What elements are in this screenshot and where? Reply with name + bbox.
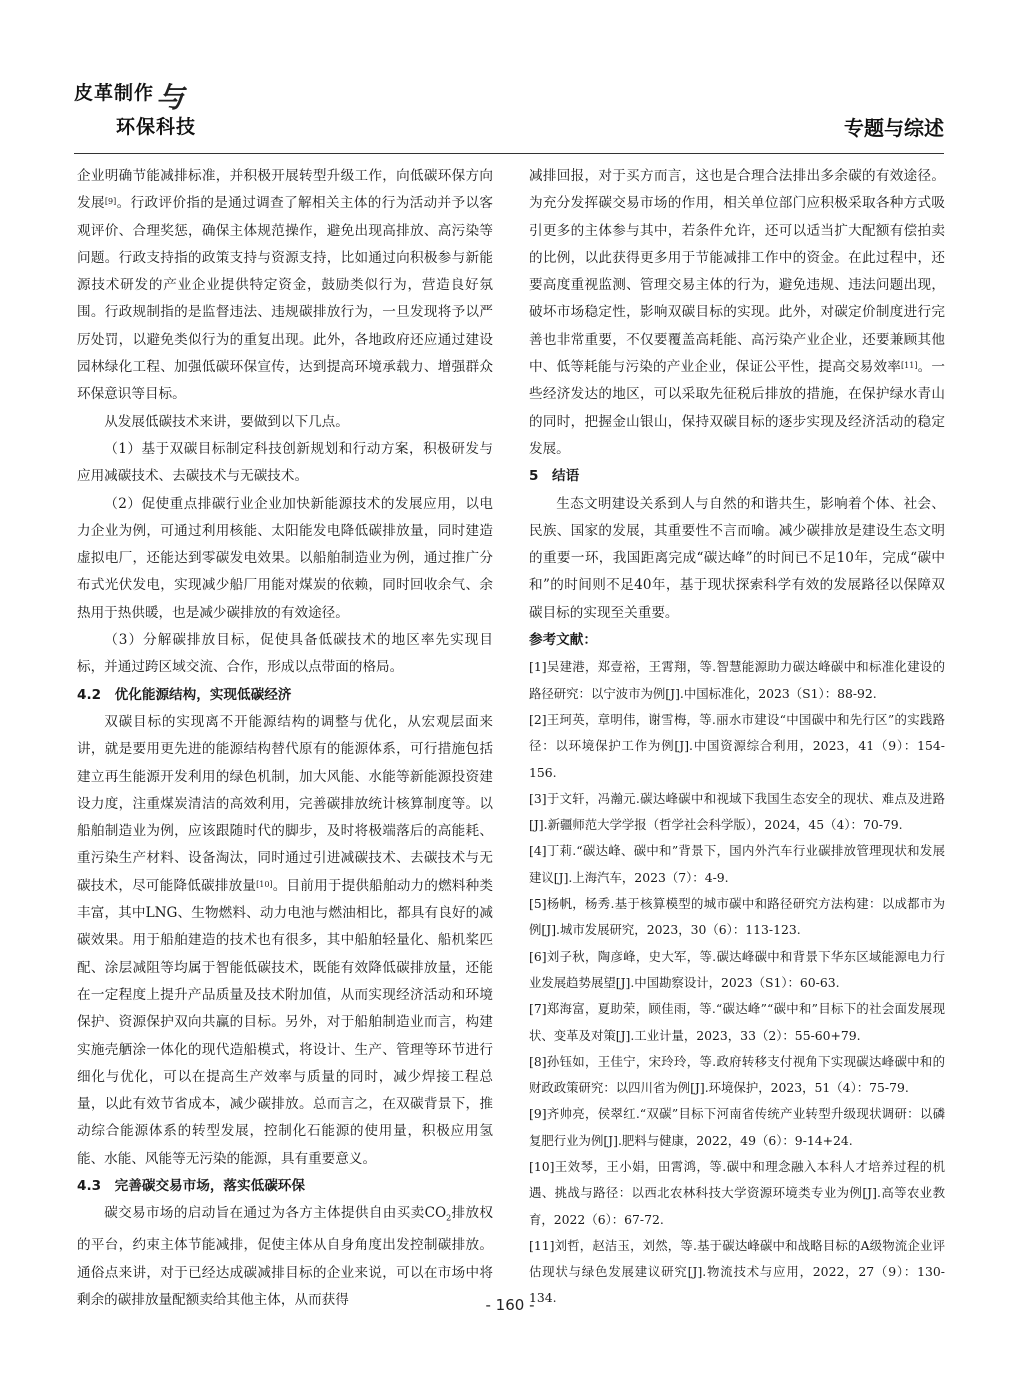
citation: [10] bbox=[256, 879, 273, 889]
citation: [11] bbox=[901, 361, 918, 371]
references-label: 参考文献： bbox=[529, 632, 597, 649]
citation: [9] bbox=[104, 197, 117, 207]
section-heading-5: 5 结语 bbox=[529, 468, 580, 485]
paragraph: 从发展低碳技术来讲，要做到以下几点。 bbox=[104, 413, 349, 430]
paragraph: 双碳目标的实现离不开能源结构的调整与优化，从宏观层面来讲，就是要用更先进的能源结构替代原有的能源体系，可行措施包括建立再生能源开发利用的绿色机制，加大风能、水能等新能源投资建设力度，注重煤炭清洁的高效利用，完善碳排放统计核算制度等。以船舶制造业为例，应该跟随时代的脚步，及时将极端落后的高能耗、重污染生产材料、设备淘汰，同时通过引进减碳技术、去碳技术与无碳技术，尽可能降低碳排放量[10]。目前用于提供船舶动力的燃料种类丰富，其中LNG、生物燃料、动力电池与燃油相比，都具有良好的减碳效果。用于船舶建造的技术也有很多，其中船舶轻量化、船机桨匹配、涂层减阻等均属于智能低碳技术，既能有效降低碳排放量，还能在一定程度上提升产品质量及技术附加值，从而实现经济活动和环境保护、资源保护双向共赢的目标。另外，对于船舶制造业而言，构建实施壳舾涂一体化的现代造船模式，将设计、生产、管理等环节进行细化与优化，可以在提高生产效率与质量的同时，减少焊接工程总量，以此有效节省成本，减少碳排放。总而言之，在双碳背景下，推动综合能源体系的转型发展，控制化石能源的使用量，积极应用氢能、水能、风能等无污染的能源，具有重要意义。 bbox=[77, 713, 494, 1167]
header-rule bbox=[74, 153, 944, 154]
paragraph: （2）促使重点排碳行业企业加快新能源技术的发展应用，以电力企业为例，可通过利用核能、太阳能发电降低碳排放量，同时建造虚拟电厂，还能达到零碳发电效果。以船舶制造业为例，通过推广分布式光伏发电，实现减少船厂用能对煤炭的依赖，同时回收余气、余热用于热供暖，也是减少碳排放的有效途径。 bbox=[77, 495, 493, 621]
reference-item: [11]刘哲，赵洁玉，刘然，等.基于碳达峰碳中和战略目标的A级物流企业评估现状与绿色发展建议研究[J].物流技术与应用，2022，27（9）：130-134. bbox=[529, 1237, 945, 1306]
reference-item: [1]吴建港，郑壹裕，王霄翔，等.智慧能源助力碳达峰碳中和标准化建设的路径研究：以宁波市为例[J].中国标准化，2023（S1）：88-92. bbox=[529, 659, 945, 701]
paragraph: 减排回报，对于买方而言，这也是合理合法排出多余碳的有效途径。为充分发挥碳交易市场的作用，相关单位部门应积极采取各种方式吸引更多的主体参与其中，若条件允许，还可以适当扩大配额有偿拍卖的比例，以此获得更多用于节能减排工作中的资金。在此过程中，还要高度重视监测、管理交易主体的行为，避免违规、违法问题出现，破坏市场稳定性，影响双碳目标的实现。此外，对碳定价制度进行完善也非常重要，不仅要覆盖高耗能、高污染产业企业，还要兼顾其他中、低等耗能与污染的产业企业，保证公平性，提高交易效率[11]。一些经济发达的地区，可以采取先征税后排放的措施，在保护绿水青山的同时，把握金山银山，保持双碳目标的逐步实现及经济活动的稳定发展。 bbox=[529, 168, 946, 457]
paragraph: （1）基于双碳目标制定科技创新规划和行动方案，积极研发与应用减碳技术、去碳技术与无碳技术。 bbox=[77, 440, 493, 485]
reference-item: [4]丁莉.“碳达峰、碳中和”背景下，国内外汽车行业碳排放管理现状和发展建议[J].上海汽车，2023（7）：4-9. bbox=[529, 843, 945, 885]
section-title: 专题与综述 bbox=[844, 116, 944, 140]
journal-name-line1: 皮革制作 bbox=[74, 82, 155, 104]
reference-item: [9]齐帅亮，侯翠红.“双碳”目标下河南省传统产业转型升级现状调研：以磷复肥行业为例[J].肥料与健康，2022，49（6）：9-14+24. bbox=[529, 1106, 945, 1148]
reference-item: [2]王珂英，章明伟，谢雪梅，等.丽水市建设“中国碳中和先行区”的实践路径：以环境保护工作为例[J].中国资源综合利用，2023，41（9）：154-156. bbox=[529, 711, 945, 780]
reference-item: [10]王效琴，王小娟，田霄鸿，等.碳中和理念融入本科人才培养过程的机遇、挑战与路径：以西北农林科技大学资源环境类专业为例[J].高等农业教育，2022（6）：67-72. bbox=[529, 1158, 945, 1227]
journal-name-line2: 环保科技 bbox=[116, 116, 197, 138]
left-column bbox=[77, 163, 493, 1314]
paragraph: 生态文明建设关系到人与自然的和谐共生，影响着个体、社会、民族、国家的发展，其重要性不言而喻。减少碳排放是建设生态文明的重要一环，我国距离完成“碳达峰”的时间已不足10年，完成“碳中和”的时间则不足40年，基于现状探索科学有效的发展路径以保障双碳目标的实现至关重要。 bbox=[529, 495, 945, 621]
reference-item: [8]孙钰如，王佳宁，宋玲玲，等.政府转移支付视角下实现碳达峰碳中和的财政政策研究：以四川省为例[J].环境保护，2023，51（4）：75-79. bbox=[529, 1053, 945, 1096]
paragraph: 碳交易市场的启动旨在通过为各方主体提供自由买卖$CO_2$排放权的平台，约束主体节能减排，促使主体从自身角度出发控制碳排放。通俗点来讲，对于已经达成碳减排目标的企业来说，可以在市场中将剩余的碳排放量配额卖给其他主体，从而获得 bbox=[77, 1205, 494, 1308]
reference-item: [5]杨帆，杨秀.基于核算模型的城市碳中和路径研究方法构建：以成都市为例[J].城市发展研究，2023，30（6）：113-123. bbox=[529, 896, 945, 938]
journal-logo-mark: 与 bbox=[156, 81, 185, 114]
right-column bbox=[529, 163, 945, 1312]
section-heading-4-2: 4.2 优化能源结构，实现低碳经济 bbox=[77, 686, 292, 703]
reference-item: [6]刘子秋，陶彦峰，史大军，等.碳达峰碳中和背景下华东区域能源电力行业发展趋势展望[J].中国勘察设计，2023（S1）：60-63. bbox=[529, 948, 945, 990]
reference-item: [7]郑海富，夏助荣，顾佳雨，等.“碳达峰”“碳中和”目标下的社会面发展现状、变革及对策[J].工业计量，2023，33（2）：55-60+79. bbox=[529, 1001, 945, 1043]
paragraph: （3）分解碳排放目标，促使具备低碳技术的地区率先实现目标，并通过跨区域交流、合作，形成以点带面的格局。 bbox=[77, 632, 493, 676]
reference-item: [3]于文轩，冯瀚元.碳达峰碳中和视域下我国生态安全的现状、难点及进路[J].新疆师范大学学报（哲学社会科学版），2024，45（4）：70-79. bbox=[529, 790, 945, 833]
page-number: - 160 - bbox=[485, 1296, 535, 1314]
section-heading-4-3: 4.3 完善碳交易市场，落实低碳环保 bbox=[77, 1177, 305, 1194]
paragraph: 企业明确节能减排标准，并积极开展转型升级工作，向低碳环保方向发展[9]。行政评价指的是通过调查了解相关主体的行为活动并予以客观评价、合理奖惩，确保主体规范操作，避免出现高排放、高污染等问题。行政支持指的政策支持与资源支持，比如通过向积极参与新能源技术研发的产业企业提供特定资金，鼓励类似行为，营造良好氛围。行政规制指的是监督违法、违规碳排放行为，一旦发现将予以严厉处罚，以避免类似行为的重复出现。此外，各地政府还应通过建设园林绿化工程、加强低碳环保宣传，达到提高环境承载力、增强群众环保意识等目标。 bbox=[77, 168, 494, 403]
journal-logo bbox=[74, 78, 244, 138]
